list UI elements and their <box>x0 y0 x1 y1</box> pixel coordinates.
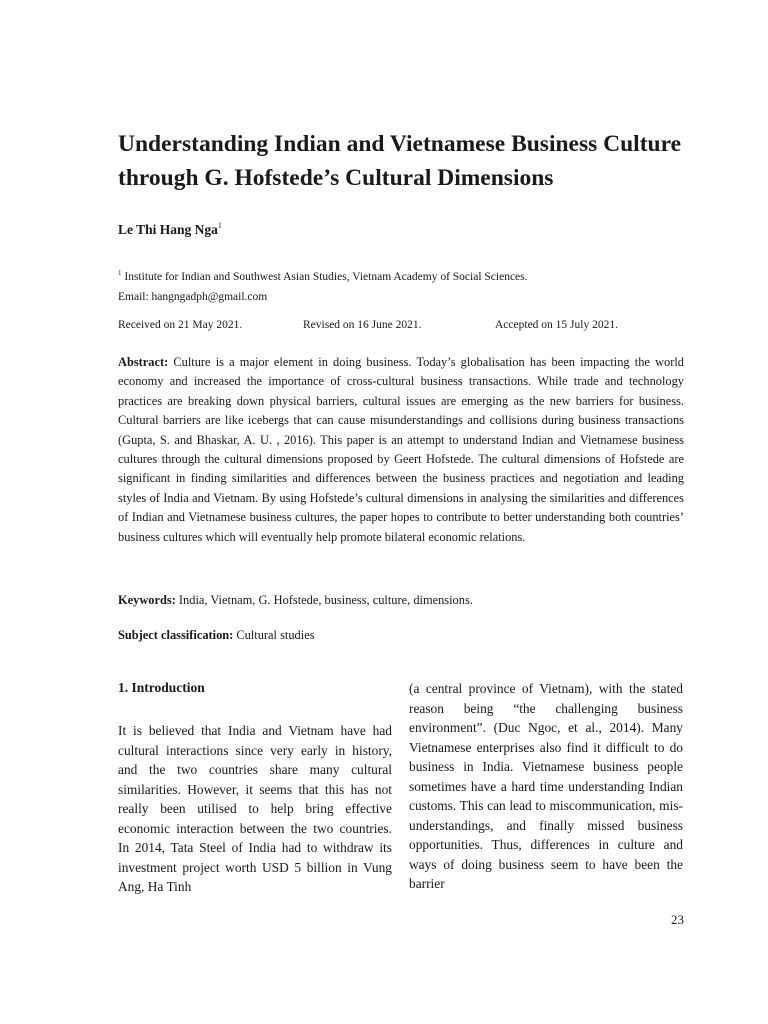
author-footnote-marker: 1 <box>217 221 222 230</box>
subject-text: Cultural studies <box>233 628 315 642</box>
affiliation-text: Institute for Indian and Southwest Asian Studies, Vietnam Academy of Social Sciences. <box>121 271 528 283</box>
intro-left-column: It is believed that India and Vietnam have had cultural interactions since very early in history, and the two countries share many cultural similarities. However, it seems that this has not really been utilised to help bring effective economic interaction between the two countries. In 2014, Tata Steel of India had to withdraw its investment project worth USD 5 billion in Vung Ang, Ha Tinh <box>118 723 392 894</box>
keywords-label: Keywords: <box>118 593 176 607</box>
page-number: 23 <box>671 912 684 927</box>
section-heading-introduction: 1. Introduction <box>118 680 205 695</box>
revised-date: Revised on 16 June 2021. <box>303 319 422 331</box>
accepted-date: Accepted on 15 July 2021. <box>495 319 618 331</box>
abstract-label: Abstract: <box>118 355 169 369</box>
keywords <box>118 593 684 608</box>
affiliation-block <box>118 263 688 307</box>
keywords-text: India, Vietnam, G. Hofstede, business, culture, dimensions. <box>175 593 473 607</box>
affiliation-marker: 1 <box>118 269 122 277</box>
abstract <box>118 353 684 547</box>
author-email: Email: hangngadph@gmail.com <box>118 291 268 303</box>
subject-classification <box>118 628 684 643</box>
subject-label: Subject classification: <box>118 628 234 642</box>
affiliation-line <box>118 263 688 287</box>
abstract-text: Culture is a major element in doing business. Today’s globalisation has been impacting the world economy and increased the importance of cross-cultural business transactions. While trade and technology practices are breaking down physical barriers, cultural issues are emerging as the new barriers for business. Cultural barriers are like icebergs that can cause misunderstandings and collisions during business transactions (Gupta, S. and Bhaskar, A. U. , 2016). This paper is an attempt to understand Indian and Vietnamese business cultures through the cultural dimensions proposed by Geert Hofstede. The cultural dimensions of Hofstede are significant in finding similarities and differences between the business practices and negotiation and leading styles of India and Vietnam. By using Hofstede’s cultural dimensions in analysing the similarities and differences of Indian and Vietnamese business cultures, the paper hopes to contribute to better understanding both countries’ business cultures which will eventually help promote bilateral economic relations. <box>118 355 684 544</box>
paper-title: Understanding Indian and Vietnamese Business Culture through G. Hofstede’s Cultural Dimensions <box>118 131 682 191</box>
intro-right-column: (a central province of Vietnam), with the stated reason being “the challenging business environment”. (Duc Ngoc, et al., 2014). Many Vietnamese enterprises also find it difficult to do business in India. Vietnamese business people sometimes have a hard time understanding Indian customs. This can lead to miscommunication, mis-understandings, and finally missed business opportunities. Thus, differences in culture and ways of doing business seem to have been the barrier <box>409 681 683 891</box>
author-line <box>118 221 222 238</box>
author-name: Le Thi Hang Nga <box>118 222 218 237</box>
received-date: Received on 21 May 2021. <box>118 319 243 331</box>
